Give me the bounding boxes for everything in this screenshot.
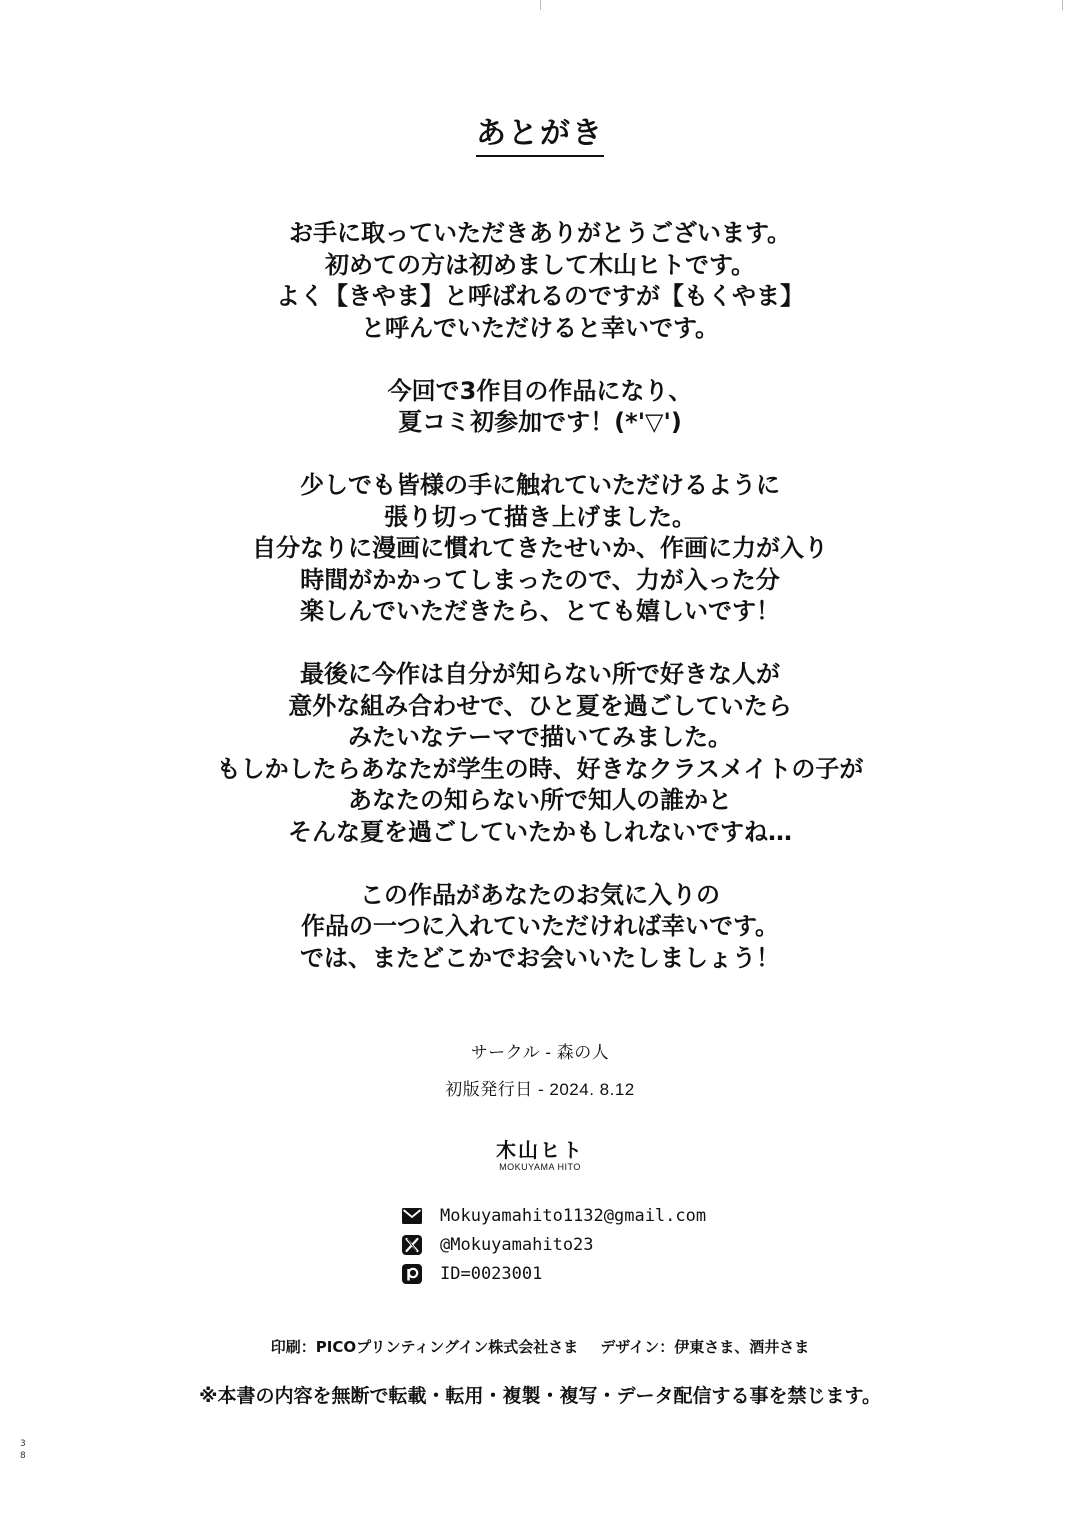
- contact-x: [402, 1234, 594, 1256]
- body-line: 意外な組み合わせで、ひと夏を過ごしていたら: [288, 691, 792, 720]
- body-line: 最後に今作は自分が知らない所で好きな人が: [300, 660, 780, 688]
- crop-mark-right: [1062, 0, 1063, 10]
- pixiv-icon: [402, 1264, 422, 1284]
- body-line: 作品の一つに入れていただければ幸いです。: [300, 912, 780, 940]
- body-line: 少しでも皆様の手に触れていただけるように: [300, 471, 780, 499]
- body-line: 時間がかかってしまったので、力が入った分: [300, 565, 780, 594]
- release-date: 初版発行日 - 2024. 8.12: [445, 1080, 635, 1099]
- staff-credits: [0, 1336, 1080, 1357]
- paragraph-theme: [0, 659, 1080, 848]
- contact-email: [402, 1205, 706, 1227]
- printing-credit: 印刷：PICOプリンティングイン株式会社さま: [270, 1338, 579, 1356]
- body-line: 楽しんでいただきたら、とても嬉しいです！: [300, 597, 780, 625]
- x-handle[interactable]: @Mokuyamahito23: [440, 1235, 594, 1255]
- body-line: 自分なりに漫画に慣れてきたせいか、作画に力が入り: [252, 534, 828, 562]
- paragraph-third-work: [0, 376, 1080, 439]
- page-number-digit: 8: [20, 1451, 26, 1461]
- author-name: 木山ヒト: [496, 1140, 584, 1162]
- afterword-title: [0, 108, 1080, 152]
- body-line: よく【きやま】と呼ばれるのですが【もくやま】: [276, 282, 804, 310]
- author-romaji: MOKUYAMA HITO: [499, 1162, 581, 1172]
- body-line: この作品があなたのお気に入りの: [360, 880, 720, 909]
- body-line: 今回で3作目の作品になり、: [387, 376, 693, 405]
- body-line: 張り切って描き上げました。: [384, 502, 696, 531]
- crop-mark-left: [540, 0, 541, 10]
- body-line: そんな夏を過ごしていたかもしれないですね…: [288, 817, 792, 846]
- page-number: [20, 1438, 28, 1462]
- body-line: みたいなテーマで描いてみました。: [348, 723, 732, 751]
- page-number-digit: 3: [20, 1439, 26, 1449]
- paragraph-effort: [0, 470, 1080, 628]
- pixiv-id[interactable]: ID=0023001: [440, 1264, 543, 1284]
- afterword-body: [0, 218, 1080, 1006]
- body-line: では、またどこかでお会いいたしましょう！: [300, 943, 780, 972]
- body-line: もしかしたらあなたが学生の時、好きなクラスメイトの子が: [216, 754, 864, 783]
- x-logo-icon: [402, 1235, 422, 1255]
- body-line: 初めての方は初めまして木山ヒトです。: [324, 250, 756, 279]
- paragraph-closing: [0, 880, 1080, 975]
- body-line: あなたの知らない所で知人の誰かと: [348, 786, 732, 814]
- circle-name: サークル - 森の人: [470, 1043, 610, 1062]
- design-credit: デザイン：伊東さま、酒井さま: [600, 1338, 810, 1356]
- mail-icon: [402, 1206, 422, 1226]
- body-line: お手に取っていただきありがとうございます。: [288, 219, 792, 247]
- paragraph-greeting: [0, 218, 1080, 344]
- contact-pixiv: [402, 1263, 542, 1285]
- body-line: 夏コミ初参加です！(*'▽'): [398, 408, 682, 436]
- body-line: と呼んでいただけると幸いです。: [360, 313, 720, 342]
- email-address[interactable]: Mokuyamahito1132@gmail.com: [440, 1206, 707, 1226]
- copyright-notice: ※本書の内容を無断で転載・転用・複製・複写・データ配信する事を禁じます。: [199, 1385, 881, 1407]
- afterword-title-text: あとがき: [476, 116, 604, 157]
